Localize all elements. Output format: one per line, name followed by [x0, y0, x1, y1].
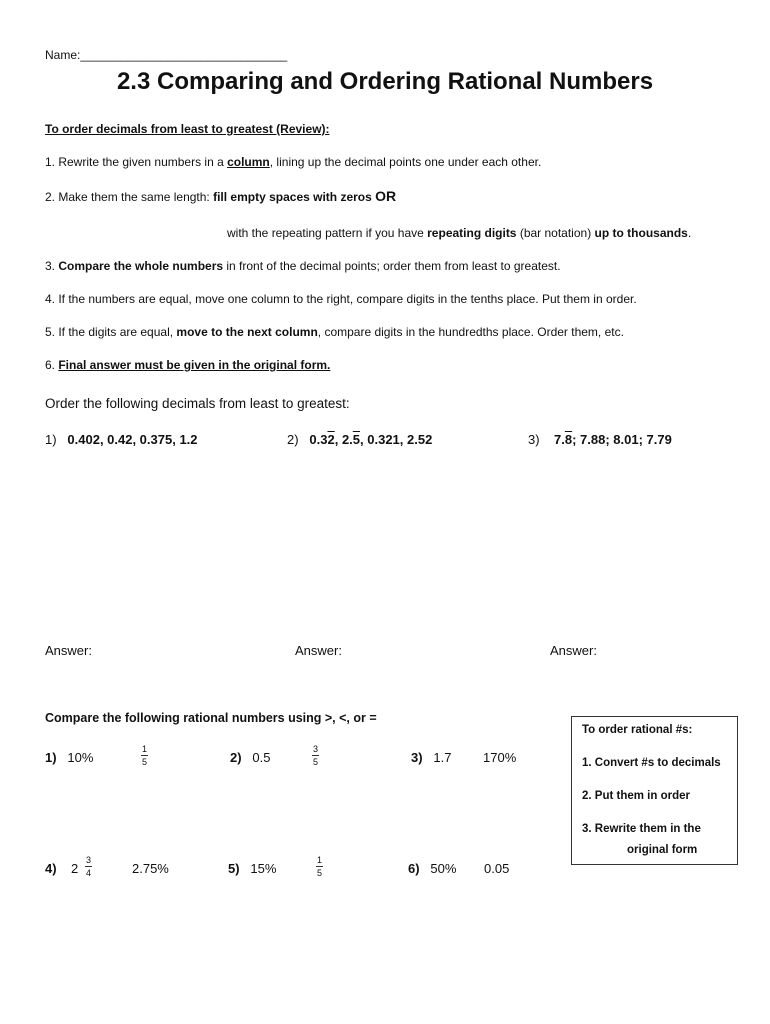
problem-3-values: [554, 432, 672, 447]
fraction-bar: [85, 866, 92, 867]
name-field: Name:_______________________________: [45, 48, 288, 62]
problem-3-number: 3): [528, 432, 540, 447]
step-1: [45, 155, 541, 169]
item-5-number: 5): [228, 861, 240, 876]
step-5: [45, 325, 624, 339]
item-4-number: 4): [45, 861, 57, 876]
problem-2-v1-repeat: 2: [327, 432, 335, 447]
ordering-problem-1: [45, 432, 198, 447]
step-4: 4. If the numbers are equal, move one column to the right, compare digits in the tenths place. Put them in order.: [45, 292, 637, 306]
tip-box: [571, 716, 738, 865]
ordering-instruction: Order the following decimals from least to greatest:: [45, 396, 350, 411]
item-2-frac-num: 3: [312, 744, 318, 754]
item-4-b: 2.75%: [132, 861, 169, 876]
problem-2-v2-base: 2.: [341, 432, 353, 447]
step-6-emphasis: Final answer must be given in the original form.: [58, 358, 331, 372]
item-4-whole: 2: [71, 861, 79, 876]
item-6-number: 6): [408, 861, 420, 876]
problem-1-values: 0.402, 0.42, 0.375, 1.2: [67, 432, 198, 447]
problem-2-values: [309, 432, 432, 447]
item-5-frac-num: 1: [316, 855, 322, 865]
step-2: [45, 188, 396, 204]
step-2b-emphasis-2: up to thousands: [594, 226, 688, 240]
compare-item-4: [45, 861, 78, 876]
item-2-frac-den: 5: [312, 757, 318, 767]
tip-box-line-2: 2. Put them in order: [582, 790, 690, 802]
fraction-bar: [316, 866, 323, 867]
problem-2-v2-repeat: 5: [352, 432, 361, 447]
problem-2-v1-base: 0.3: [309, 432, 328, 447]
item-1-number: 1): [45, 750, 57, 765]
item-5-fraction: [316, 855, 323, 878]
problem-2-number: 2): [287, 432, 299, 447]
step-2b-text-a: with the repeating pattern if you have: [227, 226, 428, 240]
problem-3-v1-base: 7.: [554, 432, 565, 447]
item-3-a: 1.7: [433, 750, 452, 765]
review-heading: To order decimals from least to greatest (Review):: [45, 122, 330, 136]
item-5-frac-den: 5: [316, 868, 322, 878]
item-5-a: 15%: [250, 861, 277, 876]
ordering-problem-2: [287, 432, 432, 447]
step-5-emphasis: move to the next column: [176, 325, 318, 339]
step-2b-emphasis-1: repeating digits: [427, 226, 517, 240]
item-6-b: 0.05: [484, 861, 510, 876]
step-5-text-c: , compare digits in the hundredths place. Order them, etc.: [317, 325, 624, 339]
compare-item-6: [408, 861, 456, 876]
step-2b-text-e: .: [687, 226, 692, 240]
problem-2-rest: , 0.321, 2.52: [360, 432, 433, 447]
item-1-frac-den: 5: [141, 757, 147, 767]
item-1-frac-num: 1: [141, 744, 147, 754]
item-2-number: 2): [230, 750, 242, 765]
tip-box-line-1: 1. Convert #s to decimals: [582, 757, 721, 769]
tip-box-title: To order rational #s:: [582, 724, 693, 736]
tip-box-line-3-continued: original form: [627, 844, 698, 856]
item-4-frac-den: 4: [85, 868, 91, 878]
problem-2-v1-sep: ,: [334, 432, 342, 447]
ordering-problem-3: [528, 432, 672, 447]
step-3-text-c: in front of the decimal points; order them from least to greatest.: [223, 259, 561, 273]
problem-1-number: 1): [45, 432, 57, 447]
step-1-emphasis: column: [227, 155, 270, 169]
step-3: [45, 259, 561, 273]
item-4-fraction: [85, 855, 92, 878]
step-3-emphasis: Compare the whole numbers: [58, 259, 224, 273]
step-6-text-a: 6.: [45, 358, 59, 372]
step-6: [45, 358, 330, 372]
step-2-text-a: 2. Make them the same length:: [45, 190, 214, 204]
page-title: 2.3 Comparing and Ordering Rational Numbers: [116, 68, 654, 95]
step-1-text-a: 1. Rewrite the given numbers in a: [45, 155, 228, 169]
item-6-a: 50%: [430, 861, 457, 876]
item-3-number: 3): [411, 750, 423, 765]
step-5-text-a: 5. If the digits are equal,: [45, 325, 177, 339]
compare-heading: Compare the following rational numbers using >, <, or =: [45, 711, 377, 725]
compare-item-2: [230, 750, 270, 765]
fraction-bar: [312, 755, 319, 756]
answer-label-3: Answer:: [550, 643, 597, 658]
step-2-continued: [227, 226, 691, 240]
tip-box-line-3: 3. Rewrite them in the: [582, 823, 701, 835]
problem-3-rest: ; 7.88; 8.01; 7.79: [572, 432, 672, 447]
item-2-a: 0.5: [252, 750, 271, 765]
answer-label-2: Answer:: [295, 643, 342, 658]
item-1-a: 10%: [67, 750, 94, 765]
step-2-or: OR: [375, 188, 397, 204]
compare-item-5: [228, 861, 276, 876]
step-2-emphasis: fill empty spaces with zeros: [213, 190, 372, 204]
compare-item-3: [411, 750, 451, 765]
problem-3-v1-repeat: 8: [564, 432, 573, 447]
step-1-text-c: , lining up the decimal points one under each other.: [269, 155, 542, 169]
item-3-b: 170%: [483, 750, 517, 765]
compare-item-1: [45, 750, 93, 765]
item-1-fraction: [141, 744, 148, 767]
step-2b-text-c: (bar notation): [516, 226, 595, 240]
item-4-frac-num: 3: [85, 855, 91, 865]
item-2-fraction: [312, 744, 319, 767]
fraction-bar: [141, 755, 148, 756]
step-3-text-a: 3.: [45, 259, 59, 273]
answer-label-1: Answer:: [45, 643, 92, 658]
